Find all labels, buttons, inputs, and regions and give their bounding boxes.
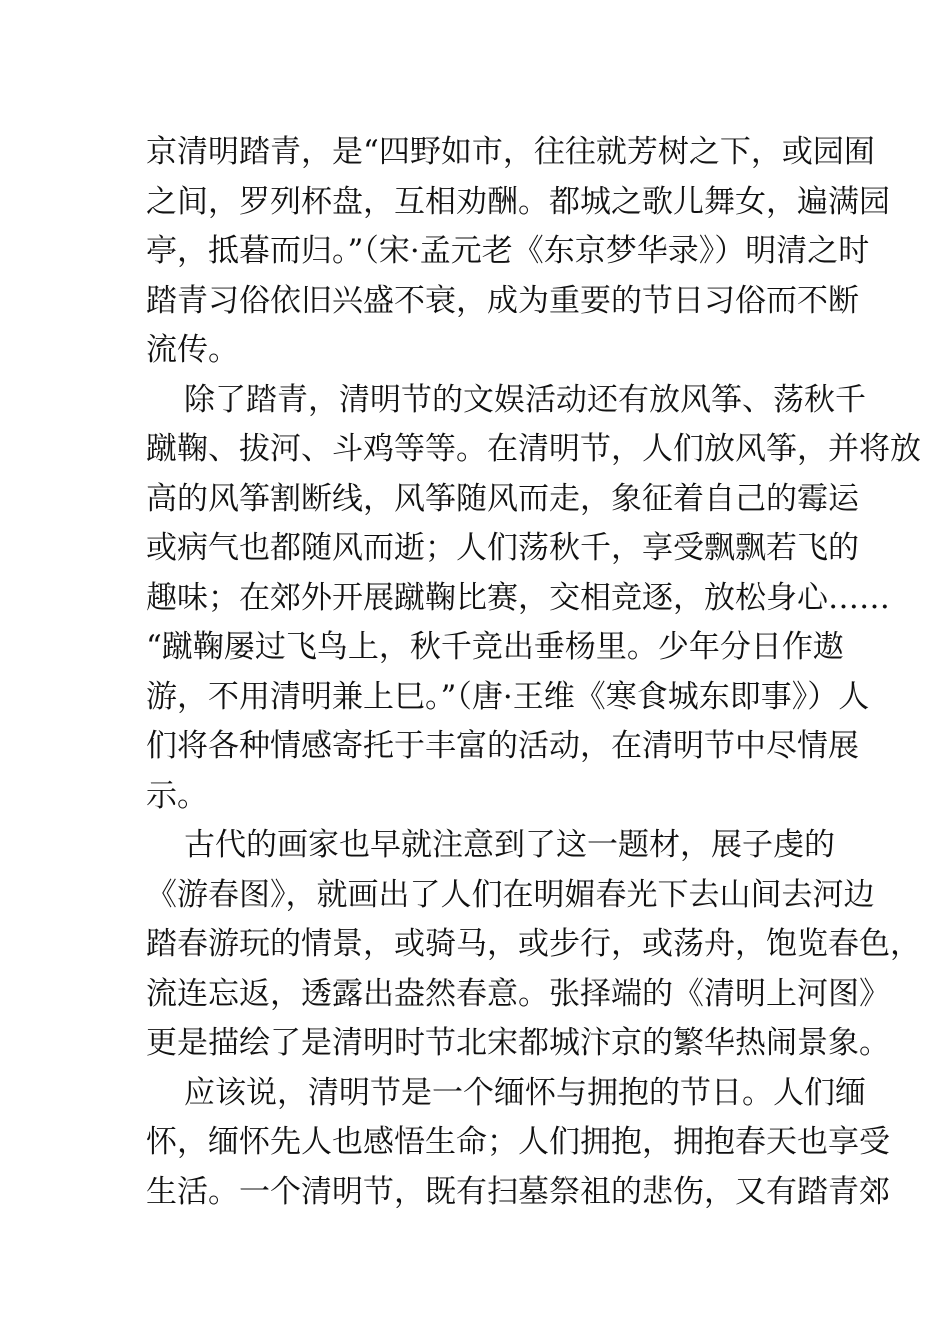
text-line: 怀，缅怀先人也感悟生命；人们拥抱，拥抱春天也享受 bbox=[146, 1124, 890, 1160]
text-line: 流连忘返，透露出盎然春意。张择端的《清明上河图》 bbox=[146, 975, 890, 1012]
text-line: 高的风筝割断线，风筝随风而走，象征着自己的霉运 bbox=[146, 480, 859, 517]
paragraph-first-line: 除了踏青，清明节的文娱活动还有放风筝、荡秋千 bbox=[184, 381, 866, 418]
text-line: 流传。 bbox=[146, 332, 239, 368]
text-line: 们将各种情感寄托于丰富的活动，在清明节中尽情展 bbox=[146, 728, 859, 764]
text-line: 或病气也都随风而逝；人们荡秋千，享受飘飘若飞的 bbox=[146, 530, 859, 566]
text-line: 《游春图》，就画出了人们在明媚春光下去山间去河边 bbox=[146, 876, 875, 913]
text-line: 生活。一个清明节，既有扫墓祭祖的悲伤，又有踏青郊 bbox=[146, 1173, 890, 1210]
body-text bbox=[146, 128, 921, 1217]
text-line: 蹴鞠、拔河、斗鸡等等。在清明节，人们放风筝，并将放 bbox=[146, 431, 921, 467]
text-line: “蹴鞠屡过飞鸟上，秋千竞出垂杨里。少年分日作遨 bbox=[146, 629, 844, 665]
text-line: 亭，抵暮而归。”（宋·孟元老《东京梦华录》）明清之时 bbox=[146, 233, 870, 269]
text-line: 游，不用清明兼上巳。”（唐·王维《寒食城东即事》）人 bbox=[146, 678, 870, 715]
text-line: 踏青习俗依旧兴盛不衰，成为重要的节日习俗而不断 bbox=[146, 282, 859, 319]
text-line: 趣味；在郊外开展蹴鞠比赛，交相竞逐，放松身心…… bbox=[146, 579, 890, 616]
text-line: 更是描绘了是清明时节北宋都城汴京的繁华热闹景象。 bbox=[146, 1025, 890, 1061]
text-line: 京清明踏青，是“四野如市，往往就芳树之下，或园囿 bbox=[146, 134, 875, 170]
paragraph-first-line: 古代的画家也早就注意到了这一题材，展子虔的 bbox=[184, 827, 835, 863]
text-line: 踏春游玩的情景，或骑马，或步行，或荡舟，饱览春色， bbox=[146, 926, 921, 962]
text-line: 之间，罗列杯盘，互相劝酬。都城之歌儿舞女，遍满园 bbox=[146, 183, 890, 220]
paragraph-first-line: 应该说，清明节是一个缅怀与拥抱的节日。人们缅 bbox=[184, 1074, 866, 1111]
text-line: 示。 bbox=[146, 777, 208, 814]
